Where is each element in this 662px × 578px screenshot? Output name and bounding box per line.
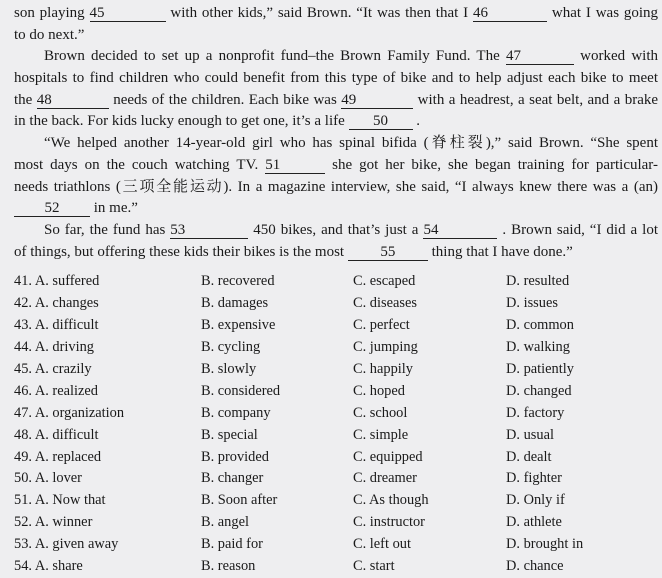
question-row xyxy=(14,425,658,447)
question-row xyxy=(14,359,658,381)
option-b: B. cycling xyxy=(201,338,261,355)
passage-line xyxy=(14,90,658,112)
passage-text: most days on the couch watching TV. xyxy=(14,156,259,173)
passage-text: the xyxy=(14,91,33,108)
question-number: 45. xyxy=(14,360,32,377)
passage-line xyxy=(14,3,658,25)
option-c: C. instructor xyxy=(353,514,425,531)
passage-line xyxy=(14,111,658,133)
option-a xyxy=(14,293,201,315)
option-d: D. factory xyxy=(506,404,565,421)
option-c: C. start xyxy=(353,558,395,575)
blank-48: 48 xyxy=(37,93,109,109)
option-a-text: A. lover xyxy=(34,470,82,487)
option-a xyxy=(14,403,201,425)
passage-text: to do next.” xyxy=(14,26,85,43)
question-number: 49. xyxy=(14,448,32,465)
option-b: B. changer xyxy=(201,470,264,487)
option-d: D. dealt xyxy=(506,448,552,465)
option-c: C. equipped xyxy=(353,448,423,465)
question-row xyxy=(14,447,658,469)
passage-text: needs of the children. Each bike was xyxy=(113,91,337,108)
option-a xyxy=(14,271,201,293)
question-row xyxy=(14,468,658,490)
passage-line xyxy=(14,242,658,264)
option-a-text: A. changes xyxy=(34,294,99,311)
question-number: 42. xyxy=(14,294,32,311)
option-b: B. considered xyxy=(201,382,281,399)
option-d: D. changed xyxy=(506,382,572,399)
option-d: D. brought in xyxy=(506,536,584,553)
passage-text: thing that I have done.” xyxy=(431,243,573,260)
question-row xyxy=(14,534,658,556)
passage-line xyxy=(14,198,658,220)
option-a xyxy=(14,556,201,578)
passage-line xyxy=(14,133,658,155)
blank-50: 50 xyxy=(349,114,413,130)
passage-text: Brown decided to set up a nonprofit fund–the Brown Family Fund. The xyxy=(44,48,500,65)
option-a-text: A. suffered xyxy=(34,273,100,289)
option-c: C. simple xyxy=(353,426,409,443)
question-number: 43. xyxy=(14,316,32,333)
passage-line xyxy=(14,46,658,68)
blank-52: 52 xyxy=(14,201,90,217)
passage-text: with other kids,” said Brown. “It was then that I xyxy=(170,5,469,21)
blank-47: 47 xyxy=(506,49,574,65)
option-b: B. expensive xyxy=(201,316,276,333)
blank-54: 54 xyxy=(423,223,497,239)
passage-text: “We helped another 14-year-old girl who has spinal bifida (脊柱裂),” said Brown. “She spent xyxy=(44,135,658,152)
question-row xyxy=(14,381,658,403)
option-b: B. company xyxy=(201,404,271,421)
blank-45: 45 xyxy=(90,6,166,22)
passage-text: 450 bikes, and that’s just a xyxy=(253,221,419,238)
passage-text: with a headrest, a seat belt, and a brake xyxy=(417,91,659,108)
option-a-text: A. replaced xyxy=(34,448,102,465)
question-number: 41. xyxy=(14,273,32,289)
option-b: B. angel xyxy=(201,514,249,531)
option-b: B. slowly xyxy=(201,360,257,377)
passage-text: worked with xyxy=(580,48,659,65)
question-row xyxy=(14,271,658,293)
question-number: 54. xyxy=(14,558,32,575)
option-d: D. resulted xyxy=(506,273,570,289)
option-a-text: A. given away xyxy=(34,536,119,553)
question-row xyxy=(14,403,658,425)
cloze-passage xyxy=(14,3,658,263)
passage-text: what I was going xyxy=(551,5,659,21)
passage-text: needs triathlons (三项全能运动). In a magazine interview, she said, “I always knew there was a (an) xyxy=(14,178,658,195)
question-number: 46. xyxy=(14,382,32,399)
question-row xyxy=(14,337,658,359)
passage-line xyxy=(14,68,658,90)
passage-text: . Brown said, “I did a lot xyxy=(502,221,658,238)
passage-text: she got her bike, she began training for particular- xyxy=(332,156,658,173)
option-a-text: A. realized xyxy=(34,382,98,399)
passage-line xyxy=(14,25,658,47)
option-d: D. issues xyxy=(506,294,558,311)
question-number: 53. xyxy=(14,536,32,553)
answer-options xyxy=(14,271,658,578)
option-c: C. As though xyxy=(353,492,429,509)
passage-line xyxy=(14,177,658,199)
blank-51: 51 xyxy=(265,158,325,174)
option-c: C. school xyxy=(353,404,408,421)
passage-text: in the back. For kids lucky enough to get one, it’s a life xyxy=(14,113,345,130)
option-d: D. chance xyxy=(506,558,564,575)
option-b: B. provided xyxy=(201,448,269,465)
question-number: 51. xyxy=(14,492,32,509)
option-d: D. common xyxy=(506,316,574,333)
blank-49: 49 xyxy=(341,93,413,109)
question-number: 48. xyxy=(14,426,32,443)
option-d: D. patiently xyxy=(506,360,574,377)
option-c: C. perfect xyxy=(353,316,410,333)
option-a xyxy=(14,425,201,447)
option-a-text: A. Now that xyxy=(34,492,106,509)
question-row xyxy=(14,293,658,315)
option-a-text: A. difficult xyxy=(34,426,99,443)
question-row xyxy=(14,315,658,337)
passage-text: So far, the fund has xyxy=(44,221,166,238)
option-a xyxy=(14,359,201,381)
question-row xyxy=(14,512,658,534)
question-number: 47. xyxy=(14,404,32,421)
passage-line xyxy=(14,155,658,177)
blank-55: 55 xyxy=(348,245,428,261)
option-c: C. diseases xyxy=(353,294,417,311)
option-c: C. hoped xyxy=(353,382,405,399)
option-a xyxy=(14,512,201,534)
option-c: C. jumping xyxy=(353,338,418,355)
option-a-text: A. organization xyxy=(34,404,125,421)
option-b: B. recovered xyxy=(201,273,275,289)
option-a-text: A. driving xyxy=(34,338,94,355)
question-row xyxy=(14,556,658,578)
option-b: B. damages xyxy=(201,294,269,311)
question-number: 52. xyxy=(14,514,32,531)
option-a xyxy=(14,447,201,469)
option-d: D. usual xyxy=(506,426,554,443)
option-a-text: A. winner xyxy=(34,514,93,531)
option-c: C. left out xyxy=(353,536,411,553)
option-b: B. paid for xyxy=(201,536,263,553)
option-a xyxy=(14,490,201,512)
option-d: D. Only if xyxy=(506,492,565,509)
option-a-text: A. difficult xyxy=(34,316,99,333)
passage-text: of things, but offering these kids their bikes is the most xyxy=(14,243,345,260)
option-a xyxy=(14,381,201,403)
question-number: 44. xyxy=(14,338,32,355)
passage-text: . xyxy=(416,113,421,130)
option-a-text: A. share xyxy=(34,558,83,575)
passage-text: son playing xyxy=(14,5,85,21)
option-a xyxy=(14,337,201,359)
passage-text: in me.” xyxy=(93,200,138,217)
option-a xyxy=(14,468,201,490)
option-c: C. happily xyxy=(353,360,413,377)
option-b: B. reason xyxy=(201,558,256,575)
blank-53: 53 xyxy=(170,223,248,239)
option-d: D. fighter xyxy=(506,470,562,487)
option-d: D. athlete xyxy=(506,514,562,531)
option-d: D. walking xyxy=(506,338,570,355)
question-number: 50. xyxy=(14,470,32,487)
option-a xyxy=(14,534,201,556)
option-b: B. Soon after xyxy=(201,492,278,509)
option-b: B. special xyxy=(201,426,258,443)
option-a-text: A. crazily xyxy=(34,360,92,377)
option-c: C. escaped xyxy=(353,273,416,289)
option-c: C. dreamer xyxy=(353,470,417,487)
blank-46: 46 xyxy=(473,6,547,22)
passage-text: hospitals to find children who could benefit from this type of bike and to help adjust each bike to meet xyxy=(14,70,658,87)
passage-line xyxy=(14,220,658,242)
option-a xyxy=(14,315,201,337)
question-row xyxy=(14,490,658,512)
